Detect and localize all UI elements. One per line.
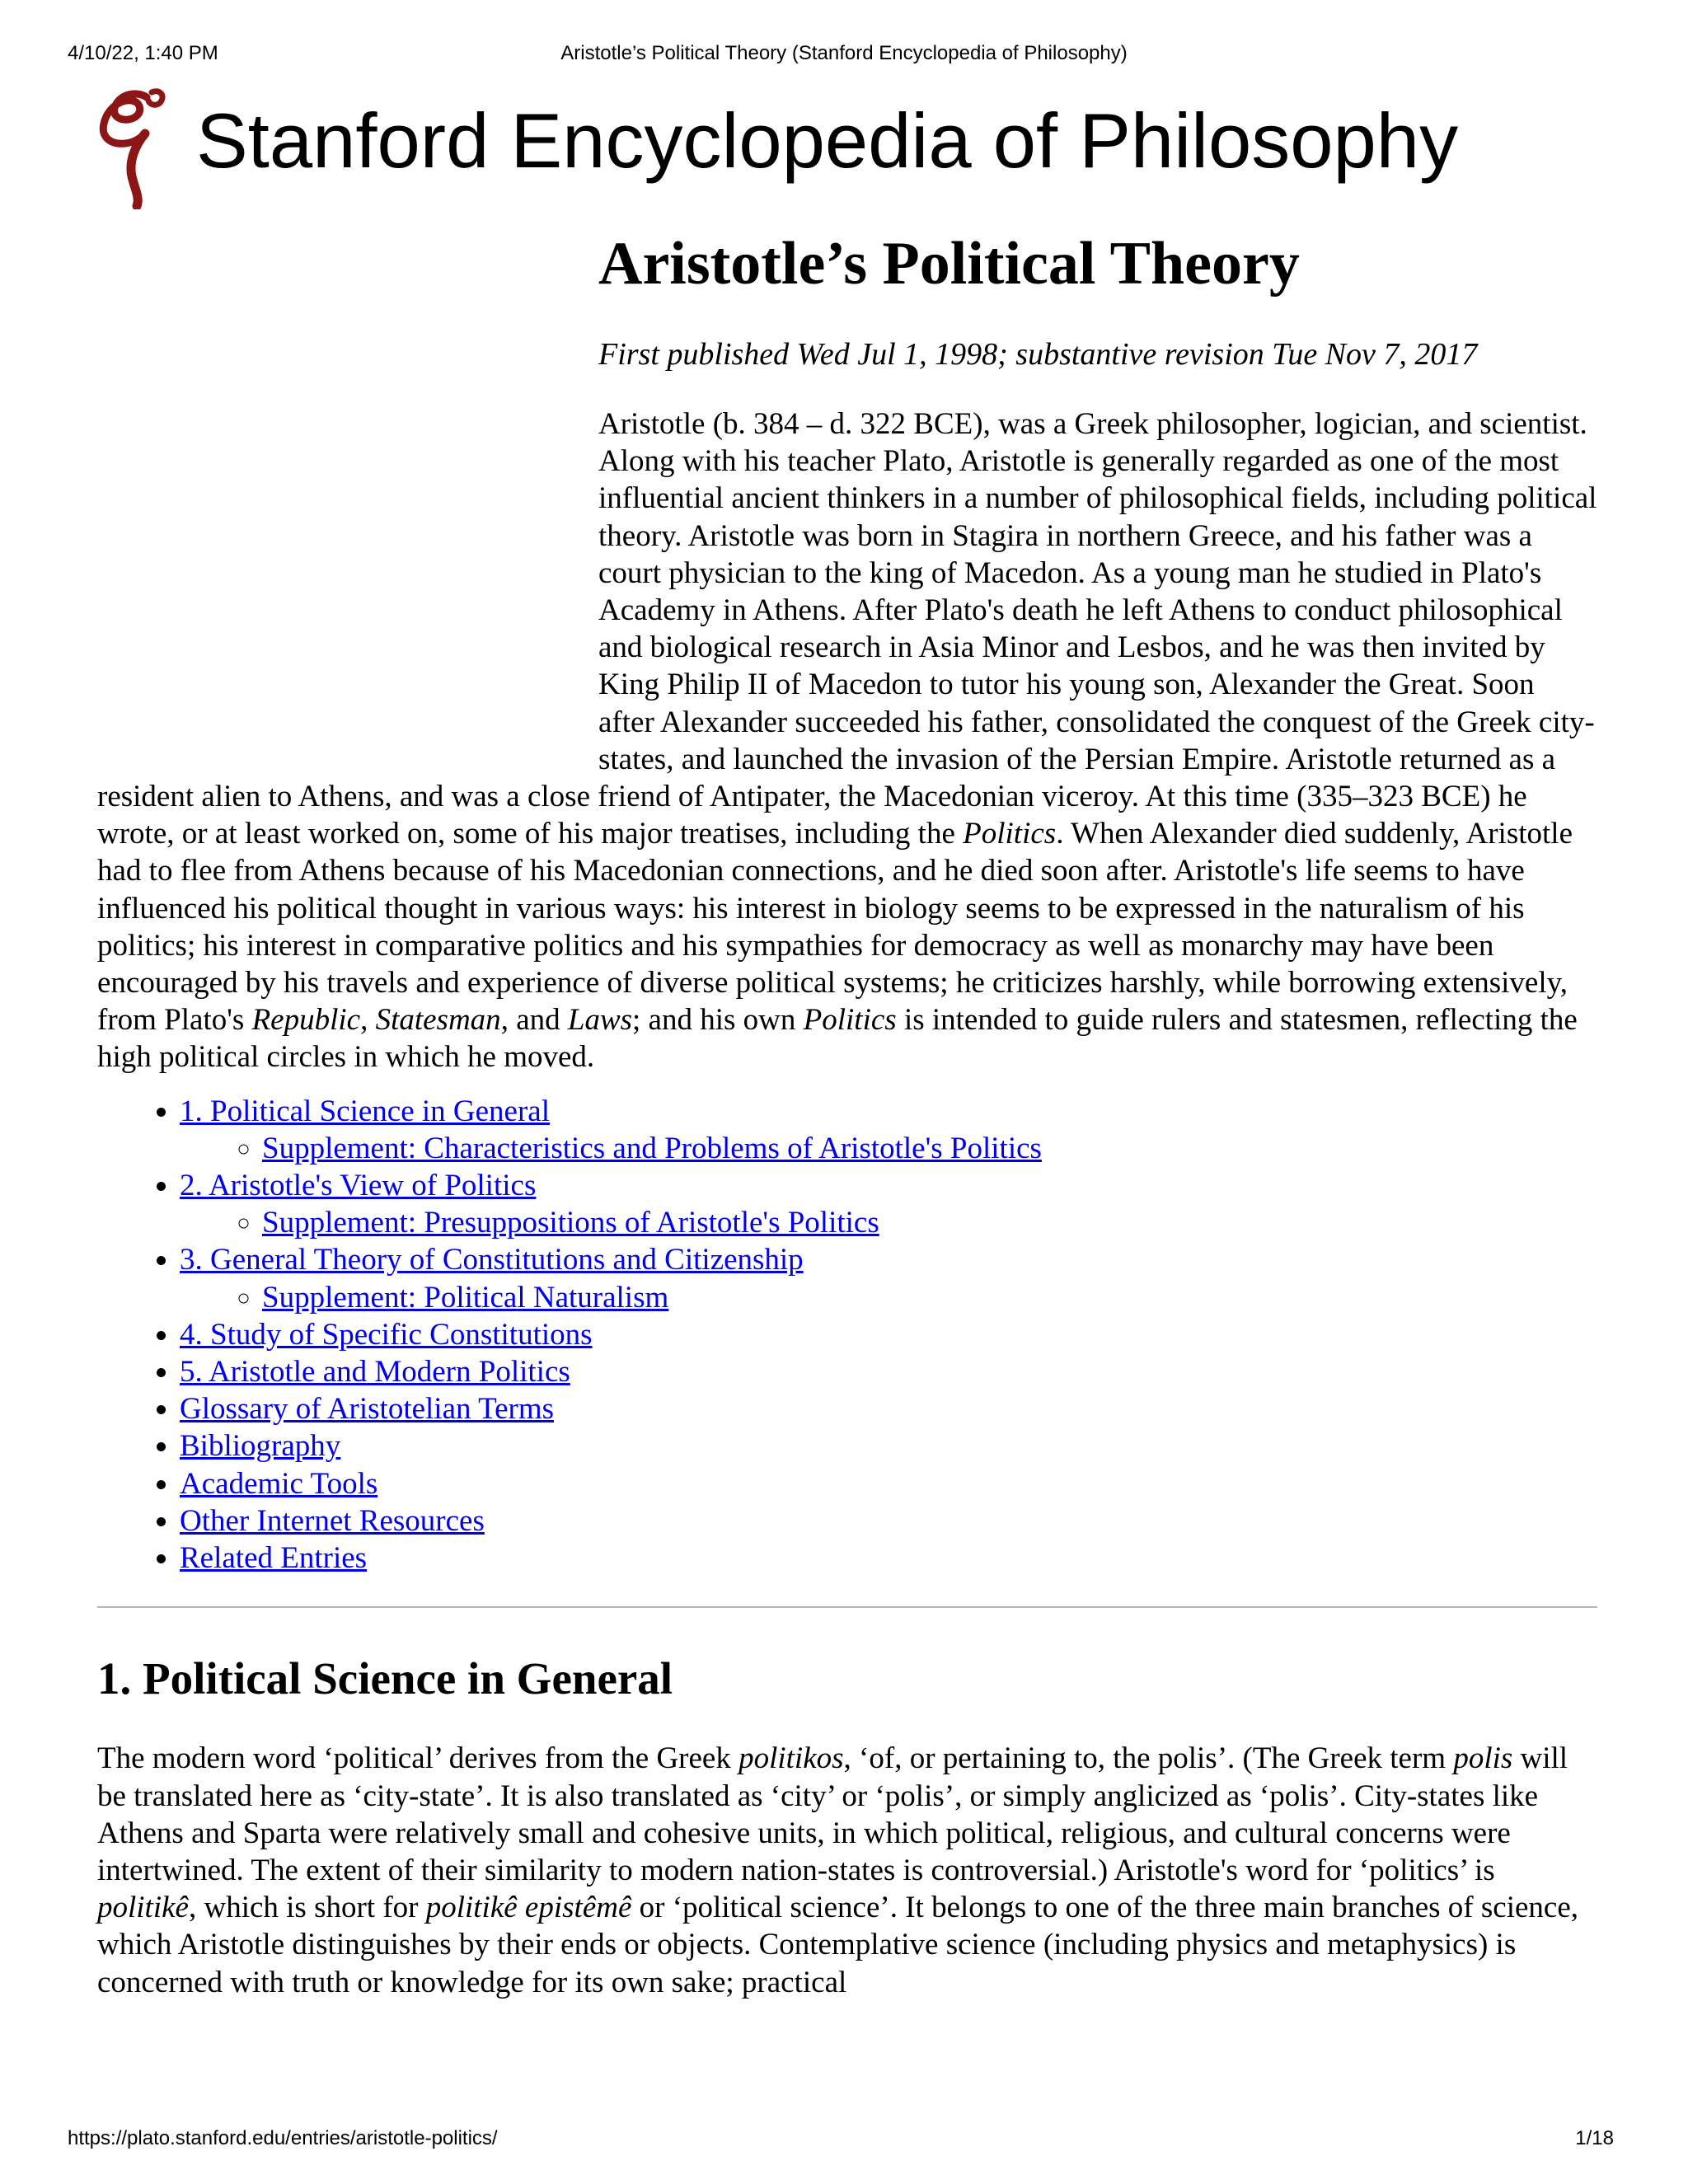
toc-sublist	[180, 1204, 1597, 1241]
toc-link[interactable]: 4. Study of Specific Constitutions	[180, 1317, 593, 1352]
table-of-contents	[97, 1093, 1597, 1577]
text-run: or ‘political science’. It belongs to one of the three main branches of science, which Aristotle distinguishes by their ends or objects. Contemplative science (including physics and metaphysics) is concerned with truth or knowledge for its own sake; practical	[97, 1891, 1578, 1999]
toc-link[interactable]: Academic Tools	[180, 1466, 378, 1501]
print-datetime: 4/10/22, 1:40 PM	[68, 42, 218, 64]
print-header	[0, 41, 1688, 66]
text-run: will be translated here as ‘city-state’. It is also translated as ‘city’ or ‘polis’, or simply anglicized as ‘polis’. City-states like Athens and Sparta were relatively small and cohesive units, in which political, religious, and cultural concerns were intertwined. The extent of their similarity to modern nation-states is controversial.) Aristotle's word for ‘politics’ is	[97, 1741, 1568, 1887]
italic-text: Politics	[963, 817, 1057, 851]
italic-text: Republic	[251, 1003, 361, 1038]
toc-sublist	[180, 1130, 1597, 1167]
toc-link[interactable]: Other Internet Resources	[180, 1503, 485, 1538]
toc-item	[180, 1241, 1597, 1315]
toc-item	[180, 1167, 1597, 1241]
toc-link[interactable]: 3. General Theory of Constitutions and Citizenship	[180, 1243, 804, 1277]
toc-supplement-link[interactable]: Supplement: Presuppositions of Aristotle's Politics	[262, 1206, 879, 1240]
print-page-number: 1/18	[1575, 2127, 1614, 2149]
print-footer	[0, 2126, 1688, 2151]
text-run: ; and his own	[632, 1003, 804, 1038]
text-run: , ‘of, or pertaining to, the polis’. (The Greek term	[843, 1741, 1454, 1776]
sep-logo-icon[interactable]	[89, 86, 176, 209]
toc-item	[180, 1353, 1597, 1390]
print-url: https://plato.stanford.edu/entries/aristotle-politics/	[68, 2127, 498, 2149]
text-run: Aristotle (b. 384 – d. 322 BCE), was a Greek philosopher, logician, and scientist. Along with his teacher Plato, Aristotle is generally regarded as one of the most influential ancient thinkers in a number of philosophical fields, including political theory. Aristotle was born in Stagira in northern Greece, and his father was a court physician to the king of Macedon. As a young man he studied in Plato's Academy in Athens. After Plato's death he left Athens to conduct philosophical and biological research in Asia Minor and Lesbos, and he was then invited by King Philip II of Macedon to tutor his young son, Alexander the Great. Soon after Alexander succeeded his father, consolidated the conquest of the Greek city-states, and launched the invasion of the Persian Empire. Aristotle returned as a resident alien to Athens, and was a close friend of Antipater, the Macedonian viceroy. At this time (335–323 BCE) he wrote, or at least worked on, some of his major treatises, including the	[97, 407, 1597, 851]
text-run: ,	[360, 1003, 376, 1038]
toc-link[interactable]: Bibliography	[180, 1429, 341, 1464]
text-run: The modern word ‘political’ derives from the Greek	[97, 1741, 739, 1776]
toc-link[interactable]: 1. Political Science in General	[180, 1094, 550, 1128]
section-1-heading: 1. Political Science in General	[97, 1653, 673, 1704]
toc-sublist	[180, 1279, 1597, 1316]
toc-link[interactable]: Related Entries	[180, 1541, 368, 1576]
toc-item	[180, 1502, 1597, 1540]
toc-item	[180, 1316, 1597, 1353]
text-run: , and	[500, 1003, 568, 1038]
text-run: is intended to guide rulers and statesmen, reflecting the high political circles in which he moved.	[97, 1003, 1578, 1075]
toc-link[interactable]: 5. Aristotle and Modern Politics	[180, 1355, 570, 1390]
text-run: , which is short for	[188, 1891, 426, 1925]
toc-subitem	[262, 1204, 1597, 1241]
article-title: Aristotle’s Political Theory	[598, 230, 1300, 298]
text-run: . When Alexander died suddenly, Aristotle had to flee from Athens because of his Macedonian connections, and he died soon after. Aristotle's life seems to have influenced his political thought in various ways: his interest in biology seems to be expressed in the naturalism of his politics; his interest in comparative politics and his sympathies for democracy as well as monarchy may have been encouraged by his travels and experience of diverse political systems; he criticizes harshly, while borrowing extensively, from Plato's	[97, 817, 1573, 1038]
italic-text: Politics	[803, 1003, 897, 1038]
italic-text: politikê epistêmê	[425, 1891, 632, 1925]
toc-item	[180, 1093, 1597, 1167]
print-page-title: Aristotle’s Political Theory (Stanford Encyclopedia of Philosophy)	[560, 42, 1128, 64]
toc-link[interactable]: Glossary of Aristotelian Terms	[180, 1392, 555, 1427]
italic-text: polis	[1453, 1741, 1513, 1776]
italic-text: politikos	[738, 1741, 844, 1776]
toc-subitem	[262, 1279, 1597, 1316]
toc-supplement-link[interactable]: Supplement: Political Naturalism	[262, 1280, 669, 1315]
pubinfo: First published Wed Jul 1, 1998; substantive revision Tue Nov 7, 2017	[598, 337, 1478, 372]
toc-link[interactable]: 2. Aristotle's View of Politics	[180, 1169, 537, 1203]
italic-text: Statesman	[375, 1003, 501, 1038]
toc-item	[180, 1465, 1597, 1502]
toc-item	[180, 1540, 1597, 1577]
toc-item	[180, 1427, 1597, 1465]
divider	[97, 1606, 1597, 1608]
section-1-paragraph	[97, 1740, 1597, 2000]
site-title[interactable]: Stanford Encyclopedia of Philosophy	[196, 97, 1459, 184]
italic-text: Laws	[567, 1003, 633, 1038]
toc-item	[180, 1390, 1597, 1427]
toc-supplement-link[interactable]: Supplement: Characteristics and Problems of Aristotle's Politics	[262, 1131, 1042, 1165]
layout-spacer	[97, 216, 598, 757]
toc-subitem	[262, 1130, 1597, 1167]
article	[97, 216, 1597, 2001]
italic-text: politikê	[97, 1891, 189, 1925]
